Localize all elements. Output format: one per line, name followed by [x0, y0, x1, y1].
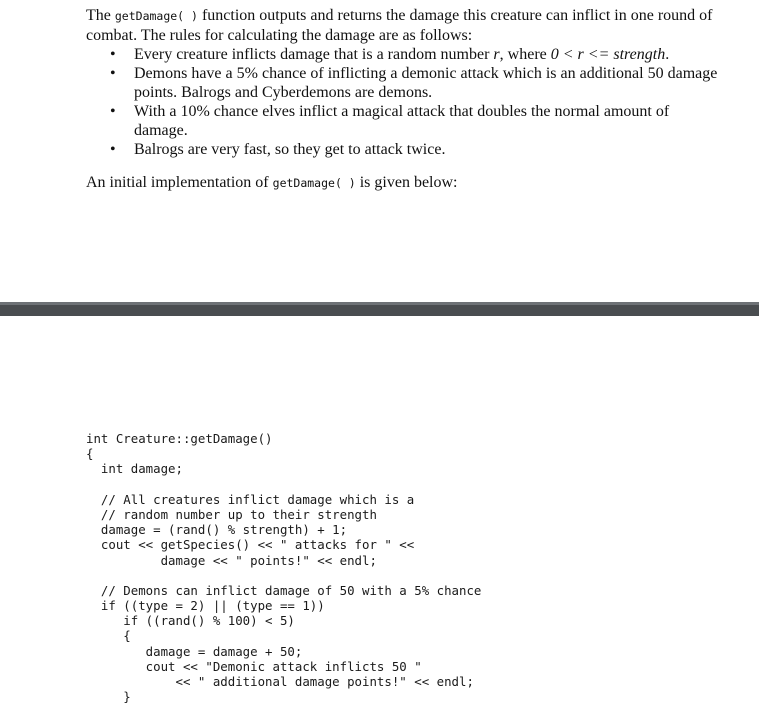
- rule-item: [86, 45, 726, 64]
- code-line: {: [86, 628, 131, 644]
- variable-r: r: [493, 46, 500, 63]
- code-line: cout << "Demonic attack inflicts 50 ": [86, 658, 422, 674]
- intro-text-start: The: [86, 7, 115, 24]
- code-line: damage = (rand() % strength) + 1;: [86, 522, 348, 538]
- inline-code-getdamage: getDamage( ): [114, 9, 198, 23]
- inequality-expression: 0 < r <= strength: [550, 46, 666, 63]
- code-line: // All creatures inflict damage which is a: [86, 491, 415, 507]
- rule-text: Every creature inflicts damage that is a random number: [134, 46, 494, 63]
- code-listing: [86, 431, 481, 704]
- intro-text-end: function outputs and returns the damage this creature can inflict in one round of combat. The rules for calculating the damage are as follows:: [86, 7, 713, 44]
- code-line: damage = damage + 50;: [86, 643, 303, 659]
- code-line: damage << " points!" << endl;: [86, 552, 377, 568]
- code-line: int damage;: [86, 461, 183, 477]
- code-line: [86, 568, 481, 583]
- code-line: [86, 477, 481, 492]
- rules-list: [86, 45, 726, 159]
- intro2-text-end: is given below:: [355, 174, 458, 191]
- rule-text: .: [665, 46, 670, 63]
- code-line: // random number up to their strength: [86, 506, 377, 522]
- rule-text: , where: [499, 46, 551, 63]
- inline-code-getdamage: getDamage( ): [272, 176, 356, 190]
- rule-text: With a 10% chance elves inflict a magical attack that doubles the normal amount of damage.: [134, 103, 670, 139]
- code-line: if ((rand() % 100) < 5): [86, 613, 295, 629]
- code-line: << " additional damage points!" << endl;: [86, 674, 474, 689]
- implementation-intro: [86, 173, 726, 193]
- problem-description: [86, 6, 726, 193]
- code-line: cout << getSpecies() << " attacks for " <<: [86, 537, 415, 553]
- intro-paragraph: [86, 6, 726, 45]
- code-line: }: [86, 689, 131, 704]
- page-divider-bar: [0, 302, 759, 316]
- intro2-text-start: An initial implementation of: [86, 174, 273, 191]
- rule-text: Balrogs are very fast, so they get to attack twice.: [134, 141, 446, 158]
- code-line: {: [86, 446, 94, 462]
- code-line: if ((type = 2) || (type == 1)): [86, 598, 325, 614]
- rule-text: Demons have a 5% chance of inflicting a demonic attack which is an additional 50 damage points. Balrogs and Cyberdemons are demons.: [134, 65, 718, 101]
- rule-item: [86, 64, 726, 102]
- rule-item: [86, 102, 726, 140]
- code-line: int Creature::getDamage(): [86, 431, 273, 446]
- code-line: // Demons can inflict damage of 50 with a 5% chance: [86, 582, 482, 598]
- rule-item: [86, 140, 726, 159]
